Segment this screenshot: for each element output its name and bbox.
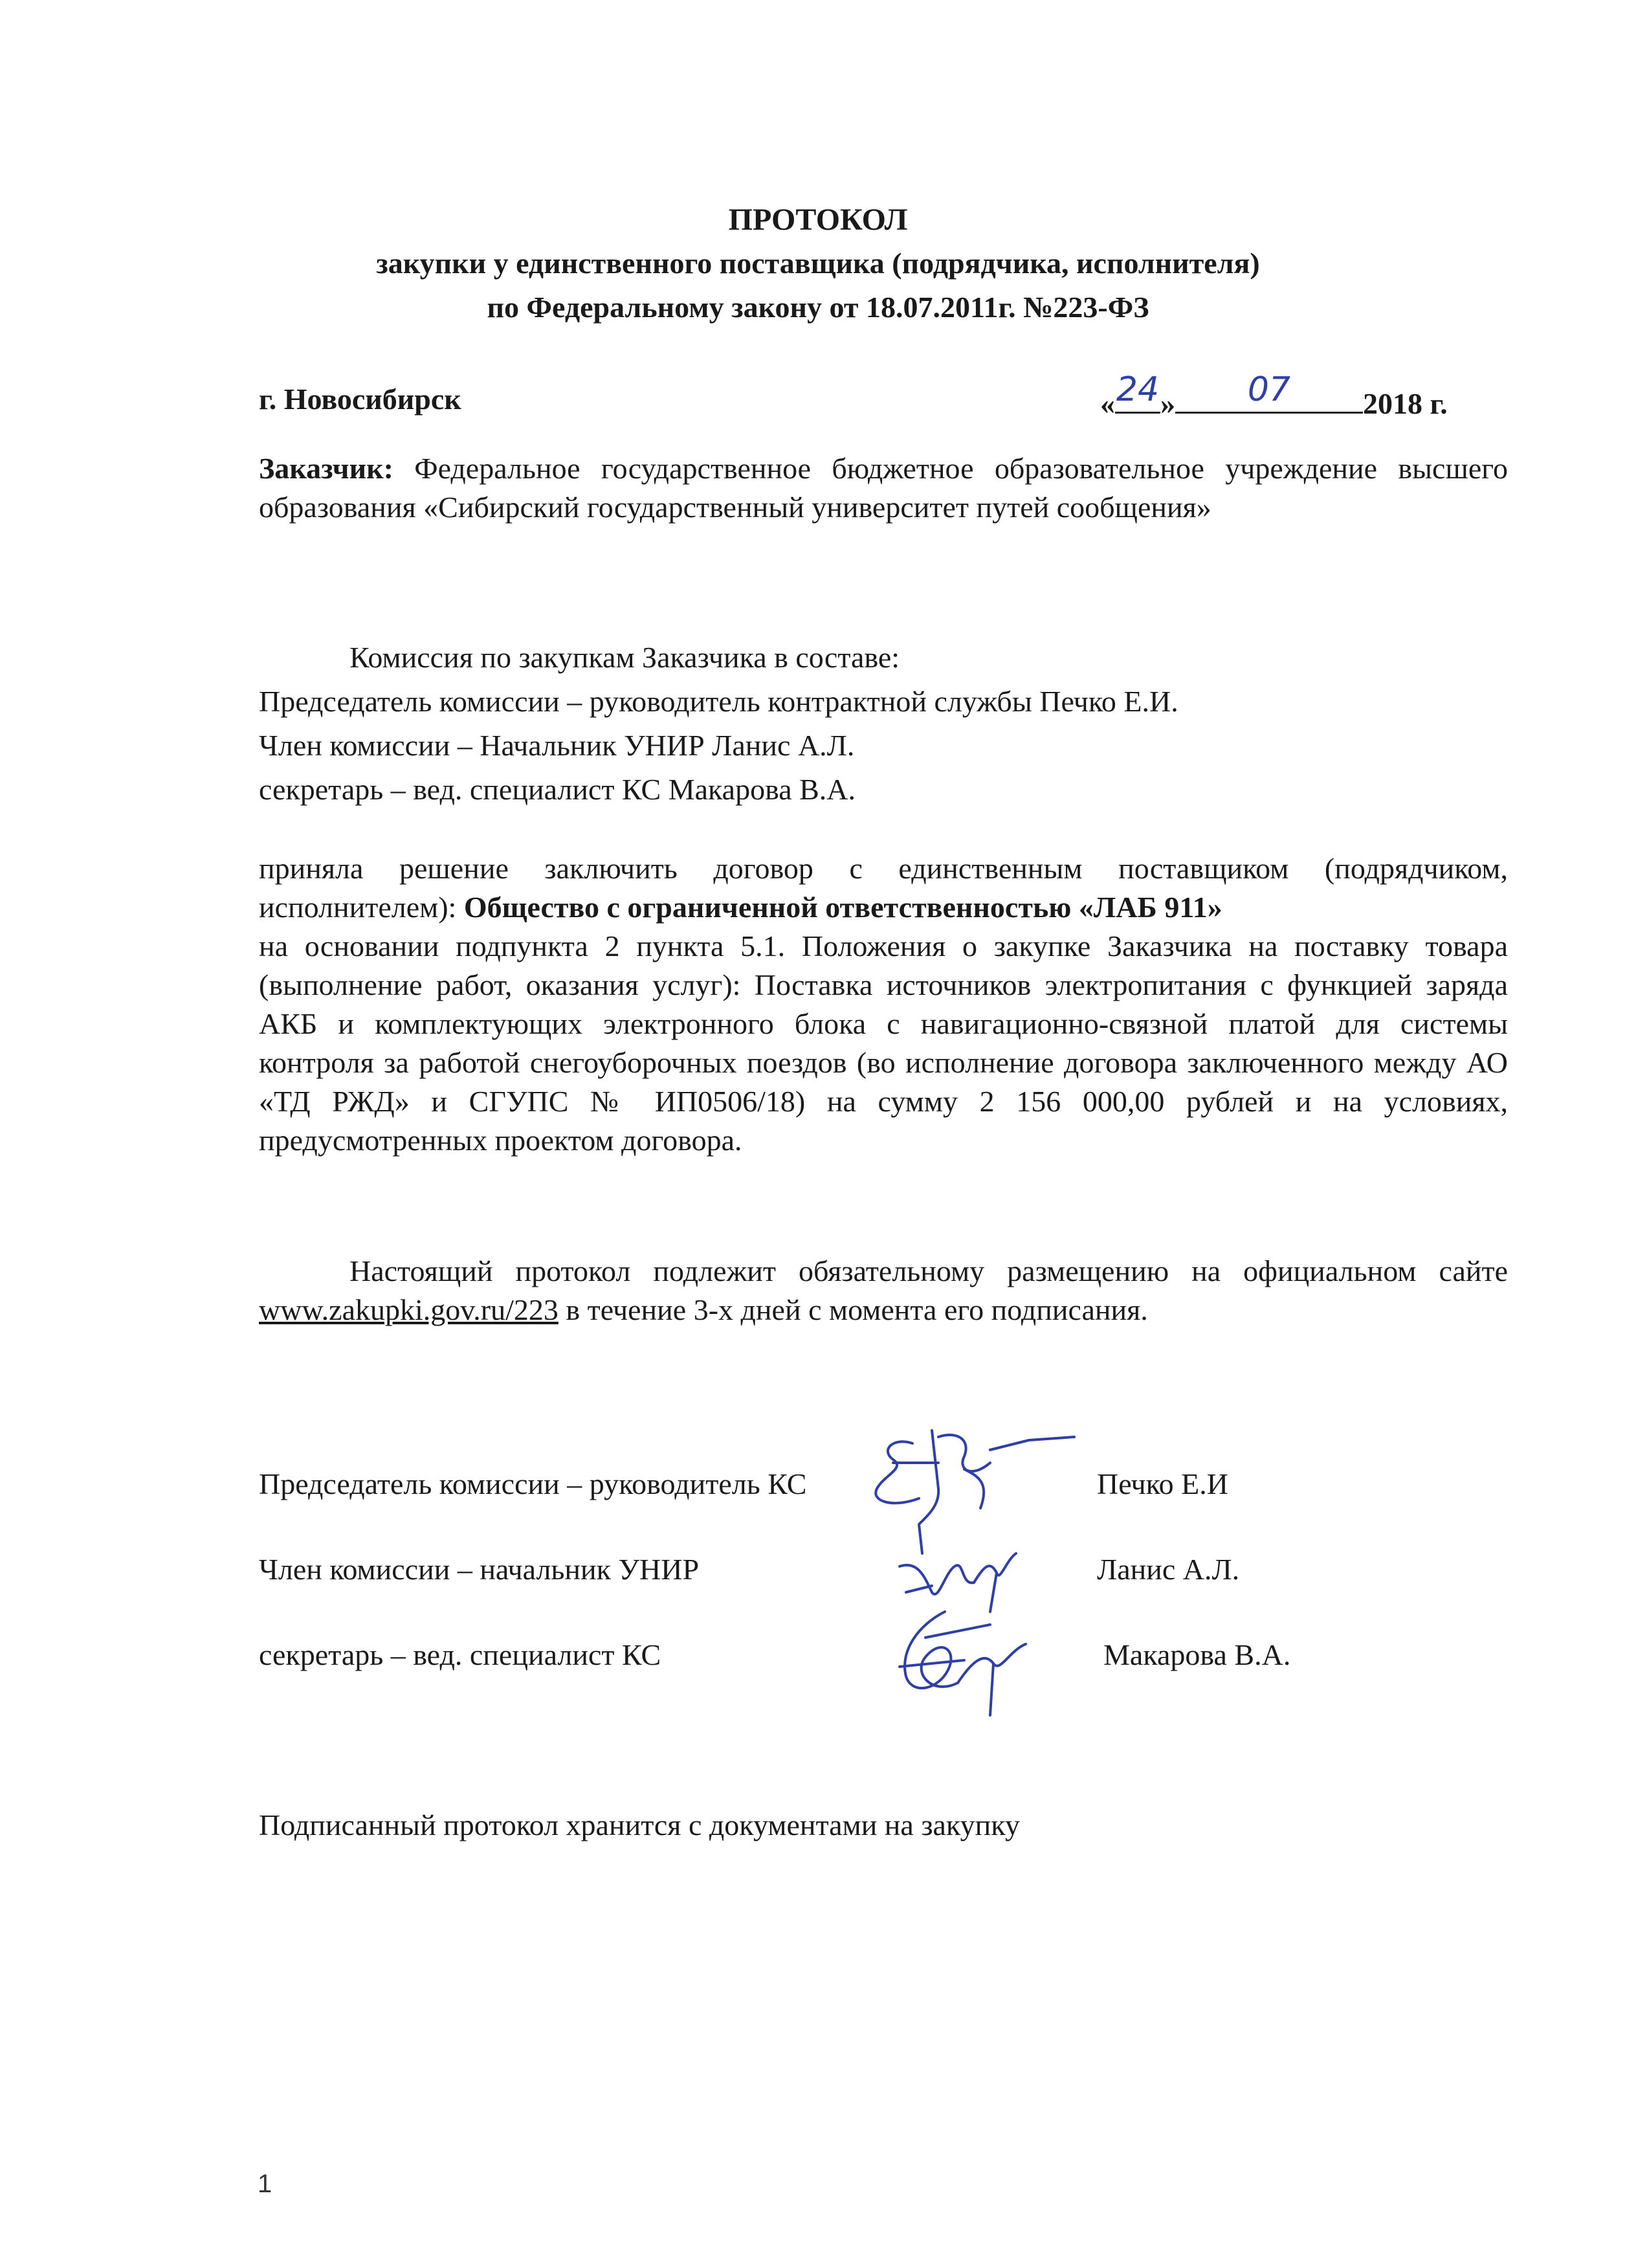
commission-member: Член комиссии – Начальник УНИР Ланис А.Л.: [259, 729, 855, 762]
decision-basis: на основании подпункта 2 пункта 5.1. Положения о закупке Заказчика на поставку товара (выполнение работ, оказания услуг): Поставка источников электропитания с функцией заряда АКБ и комплектующих электронного блока с навигационно-связной платой для системы контроля за работой снегоуборочных поездов (во исполнение договора заключенного между АО «ТД РЖД» и СГУПС № ИП0506/18) на сумму 2 156 000,00 рублей и на условиях, предусмотренных проектом договора.: [259, 929, 1508, 1157]
customer-label: Заказчик:: [259, 452, 393, 485]
quote-open: «: [1100, 387, 1115, 420]
law-reference: по Федеральному закону от 18.07.2011г. №223-ФЗ: [487, 291, 1149, 324]
page-number: 1: [258, 2170, 272, 2198]
signature-role-chair: Председатель комиссии – руководитель КС: [259, 1467, 807, 1500]
city: г. Новосибирск: [259, 383, 461, 416]
date-year: 2018 г.: [1363, 387, 1448, 420]
decision-paragraph: [259, 849, 1508, 1160]
quote-close: »: [1160, 387, 1175, 420]
notice-after: в течение 3-х дней с момента его подписания.: [558, 1293, 1148, 1326]
commission-heading: Комиссия по закупкам Заказчика в составе:: [349, 641, 900, 674]
customer-text: Федеральное государственное бюджетное образовательное учреждение высшего образования «Сибирский государственный университет путей сообщения»: [259, 452, 1509, 524]
handwritten-month: 07: [1247, 370, 1291, 409]
signature-role-member: Член комиссии – начальник УНИР: [259, 1553, 700, 1586]
signature-name-chair: Печко Е.И: [1097, 1467, 1228, 1500]
signature-role-secretary: секретарь – вед. специалист КС: [259, 1638, 661, 1671]
signature-name-secretary: Макарова В.А.: [1103, 1638, 1291, 1671]
document-subtitle: закупки у единственного поставщика (подрядчика, исполнителя): [376, 247, 1260, 280]
publication-notice: [259, 1252, 1508, 1329]
signature-name-member: Ланис А.Л.: [1097, 1553, 1240, 1586]
notice-text: Настоящий протокол подлежит обязательному размещению на официальном сайте: [349, 1254, 1508, 1287]
decision-intro: приняла решение заключить договор с единственным поставщиком (подрядчиком, исполнителем):: [259, 852, 1508, 924]
handwritten-signature-secretary: [887, 1599, 1055, 1722]
commission-secretary: секретарь – вед. специалист КС Макарова В.А.: [259, 773, 856, 806]
date-day-field: [1115, 370, 1160, 414]
handwritten-day: 24: [1116, 370, 1160, 409]
document-date: [1100, 370, 1448, 421]
zakupki-link[interactable]: www.zakupki.gov.ru/223: [259, 1293, 558, 1326]
date-month-field: [1175, 370, 1363, 414]
supplier-name: Общество с ограниченной ответственностью «ЛАБ 911»: [463, 891, 1222, 924]
notice-text-wrap: [259, 1252, 1508, 1329]
stored-note: Подписанный протокол хранится с документами на закупку: [259, 1808, 1020, 1841]
document-title: ПРОТОКОЛ: [728, 203, 908, 237]
customer-paragraph: [259, 449, 1508, 527]
commission-member-chair: Председатель комиссии – руководитель контрактной службы Печко Е.И.: [259, 685, 1178, 718]
